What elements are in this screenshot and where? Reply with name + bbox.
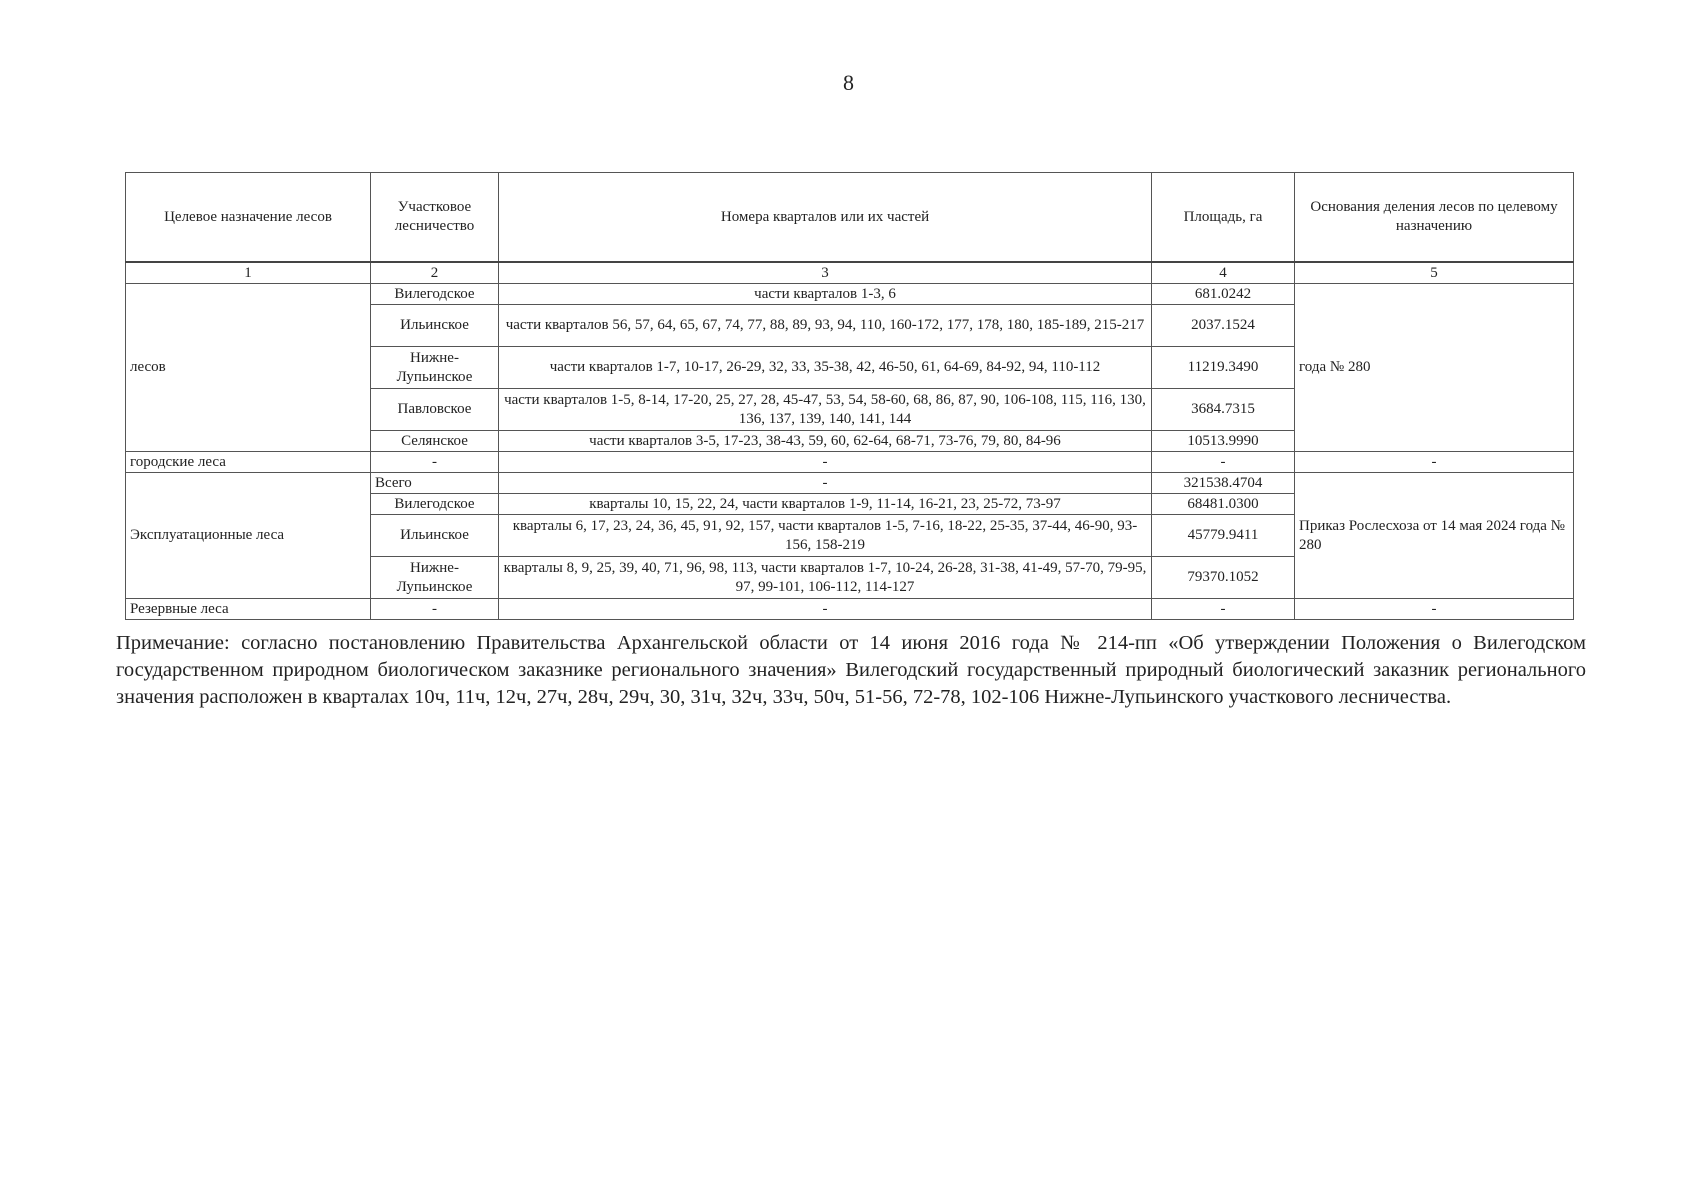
district-cell: Павловское	[371, 389, 499, 431]
forest-division-table	[125, 172, 1574, 620]
header-basis: Основания деления лесов по целевому назначению	[1295, 173, 1574, 263]
area-cell: 321538.4704	[1152, 473, 1295, 494]
column-number: 4	[1152, 262, 1295, 284]
quarters-cell: кварталы 8, 9, 25, 39, 40, 71, 96, 98, 113, части кварталов 1-7, 10-24, 26-28, 31-38, 41-49, 57-70, 79-95, 97, 99-101, 106-112, 114-127	[499, 557, 1152, 599]
district-cell: Селянское	[371, 431, 499, 452]
area-cell: 68481.0300	[1152, 494, 1295, 515]
header-quarters: Номера кварталов или их частей	[499, 173, 1152, 263]
header-district: Участковое лесничество	[371, 173, 499, 263]
quarters-cell: части кварталов 56, 57, 64, 65, 67, 74, 77, 88, 89, 93, 94, 110, 160-172, 177, 178, 180, 185-189, 215-217	[499, 305, 1152, 347]
table-row	[126, 284, 1574, 305]
area-cell: 45779.9411	[1152, 515, 1295, 557]
footnote-text: Примечание: согласно постановлению Правительства Архангельской области от 14 июня 2016 года № 214-пп «Об утверждении Положения о Вилегодском государственном природном биологическом заказнике регионального значения» Вилегодский государственный природный биологический заказник регионального значения расположен в кварталах 10ч, 11ч, 12ч, 27ч, 28ч, 29ч, 30, 31ч, 32ч, 33ч, 50ч, 51-56, 72-78, 102-106 Нижне-Лупьинского участкового лесничества.	[116, 632, 1586, 708]
area-cell: 11219.3490	[1152, 347, 1295, 389]
page-number: 8	[843, 70, 854, 95]
column-number: 2	[371, 262, 499, 284]
district-cell: Вилегодское	[371, 284, 499, 305]
table-row	[126, 452, 1574, 473]
quarters-cell: кварталы 10, 15, 22, 24, части кварталов 1-9, 11-14, 16-21, 23, 25-72, 73-97	[499, 494, 1152, 515]
district-cell: -	[371, 599, 499, 620]
header-purpose: Целевое назначение лесов	[126, 173, 371, 263]
quarters-cell: -	[499, 599, 1152, 620]
purpose-cell: Резервные леса	[126, 599, 371, 620]
area-cell: 3684.7315	[1152, 389, 1295, 431]
district-cell: Вилегодское	[371, 494, 499, 515]
area-cell: 79370.1052	[1152, 557, 1295, 599]
district-cell: Всего	[371, 473, 499, 494]
table-row	[126, 599, 1574, 620]
quarters-cell: -	[499, 473, 1152, 494]
area-cell: 681.0242	[1152, 284, 1295, 305]
quarters-cell: части кварталов 1-3, 6	[499, 284, 1152, 305]
area-cell: -	[1152, 452, 1295, 473]
purpose-cell: городские леса	[126, 452, 371, 473]
purpose-cell: лесов	[126, 284, 371, 452]
basis-cell: Приказ Рослесхоза от 14 мая 2024 года № 280	[1295, 473, 1574, 599]
district-cell: -	[371, 452, 499, 473]
purpose-cell: Эксплуатационные леса	[126, 473, 371, 599]
table-row	[126, 473, 1574, 494]
quarters-cell: -	[499, 452, 1152, 473]
quarters-cell: кварталы 6, 17, 23, 24, 36, 45, 91, 92, 157, части кварталов 1-5, 7-16, 18-22, 25-35, 37-44, 46-90, 93-156, 158-219	[499, 515, 1152, 557]
basis-cell: -	[1295, 599, 1574, 620]
area-cell: -	[1152, 599, 1295, 620]
basis-cell: года № 280	[1295, 284, 1574, 452]
column-number: 1	[126, 262, 371, 284]
quarters-cell: части кварталов 3-5, 17-23, 38-43, 59, 60, 62-64, 68-71, 73-76, 79, 80, 84-96	[499, 431, 1152, 452]
area-cell: 10513.9990	[1152, 431, 1295, 452]
column-number: 5	[1295, 262, 1574, 284]
column-number: 3	[499, 262, 1152, 284]
district-cell: Ильинское	[371, 515, 499, 557]
district-cell: Нижне-Лупьинское	[371, 347, 499, 389]
column-number-row	[126, 262, 1574, 284]
district-cell: Нижне-Лупьинское	[371, 557, 499, 599]
basis-cell: -	[1295, 452, 1574, 473]
quarters-cell: части кварталов 1-7, 10-17, 26-29, 32, 33, 35-38, 42, 46-50, 61, 64-69, 84-92, 94, 110-112	[499, 347, 1152, 389]
quarters-cell: части кварталов 1-5, 8-14, 17-20, 25, 27, 28, 45-47, 53, 54, 58-60, 68, 86, 87, 90, 106-108, 115, 116, 130, 136, 137, 139, 140, 141, 144	[499, 389, 1152, 431]
district-cell: Ильинское	[371, 305, 499, 347]
area-cell: 2037.1524	[1152, 305, 1295, 347]
table-header-row	[126, 173, 1574, 263]
header-area: Площадь, га	[1152, 173, 1295, 263]
